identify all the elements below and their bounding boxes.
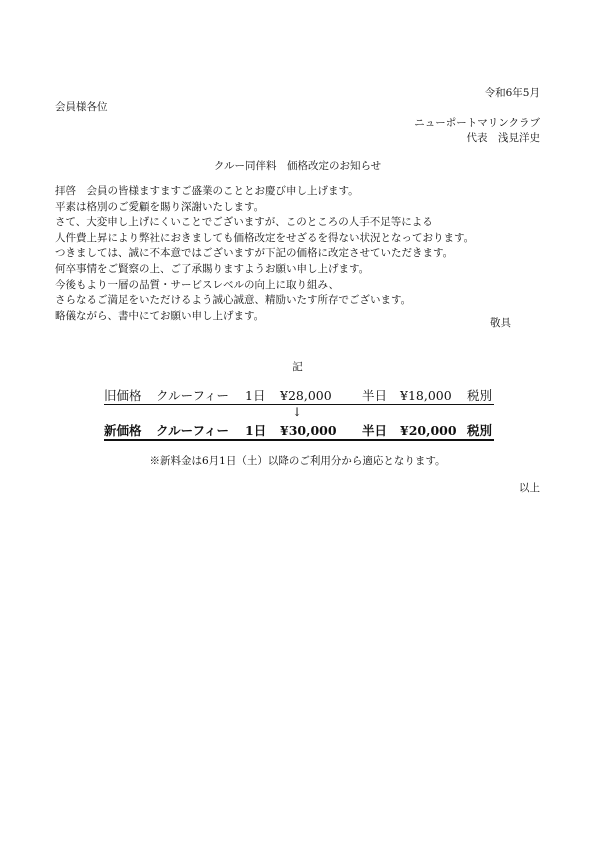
sender-name: 代表 浅見洋史 xyxy=(466,132,540,144)
old-price-tax-note: 税別 xyxy=(467,388,493,403)
new-price-label: 新価格 xyxy=(104,423,142,438)
ki-marker: 記 xyxy=(292,361,303,373)
new-price-full-day-label: 1日 xyxy=(245,423,267,438)
effective-date-note: ※新料金は6月1日（土）以降のご利用分から適応となります。 xyxy=(149,455,446,467)
old-price-item: クルーフィー xyxy=(156,388,230,403)
body-line: 平素は格別のご愛顧を賜り深謝いたします。 xyxy=(55,200,265,213)
body-line: さて、大変申し上げにくいことでございますが、このところの人手不足等による xyxy=(55,216,433,229)
old-price-row xyxy=(104,388,494,404)
old-price-label: 旧価格 xyxy=(104,388,142,403)
new-price-half-day-value: ¥20,000 xyxy=(400,423,457,438)
down-arrow-icon: ↓ xyxy=(292,405,303,419)
body-line: 人件費上昇により弊社におきましても価格改定をせざるを得ない状況となっております。 xyxy=(55,231,475,244)
closing-keigu: 敬具 xyxy=(490,317,511,329)
new-price-row xyxy=(104,423,494,439)
date: 令和6年5月 xyxy=(484,87,540,99)
old-price-half-day-value: ¥18,000 xyxy=(400,388,452,403)
new-price-tax-note: 税別 xyxy=(467,423,493,438)
document-title: クルー同伴料 価格改定のお知らせ xyxy=(213,160,382,172)
recipient: 会員様各位 xyxy=(55,101,108,113)
letter-body xyxy=(55,184,555,324)
body-line: 略儀ながら、書中にてお願い申し上げます。 xyxy=(55,309,265,322)
body-line: 今後もより一層の品質・サービスレベルの向上に取り組み、 xyxy=(55,278,340,291)
sender-organization: ニューポートマリンクラブ xyxy=(414,117,540,129)
body-line: さらなるご満足をいただけるよう誠心誠意、精励いたす所存でございます。 xyxy=(55,294,412,307)
closing-ijou: 以上 xyxy=(519,482,540,494)
old-price-half-day-label: 半日 xyxy=(362,388,388,403)
new-price-underline xyxy=(104,439,494,441)
body-line: 何卒事情をご賢察の上、ご了承賜りますようお願い申し上げます。 xyxy=(55,262,370,275)
body-line: 拝啓 会員の皆様ますますご盛業のこととお慶び申し上げます。 xyxy=(55,185,359,197)
body-line: つきましては、誠に不本意ではございますが下記の価格に改定させていただきます。 xyxy=(55,247,454,260)
old-price-full-day-value: ¥28,000 xyxy=(280,388,332,403)
new-price-half-day-label: 半日 xyxy=(362,423,388,438)
old-price-full-day-label: 1日 xyxy=(245,388,266,403)
new-price-full-day-value: ¥30,000 xyxy=(280,423,337,438)
new-price-item: クルーフィー xyxy=(156,423,230,438)
